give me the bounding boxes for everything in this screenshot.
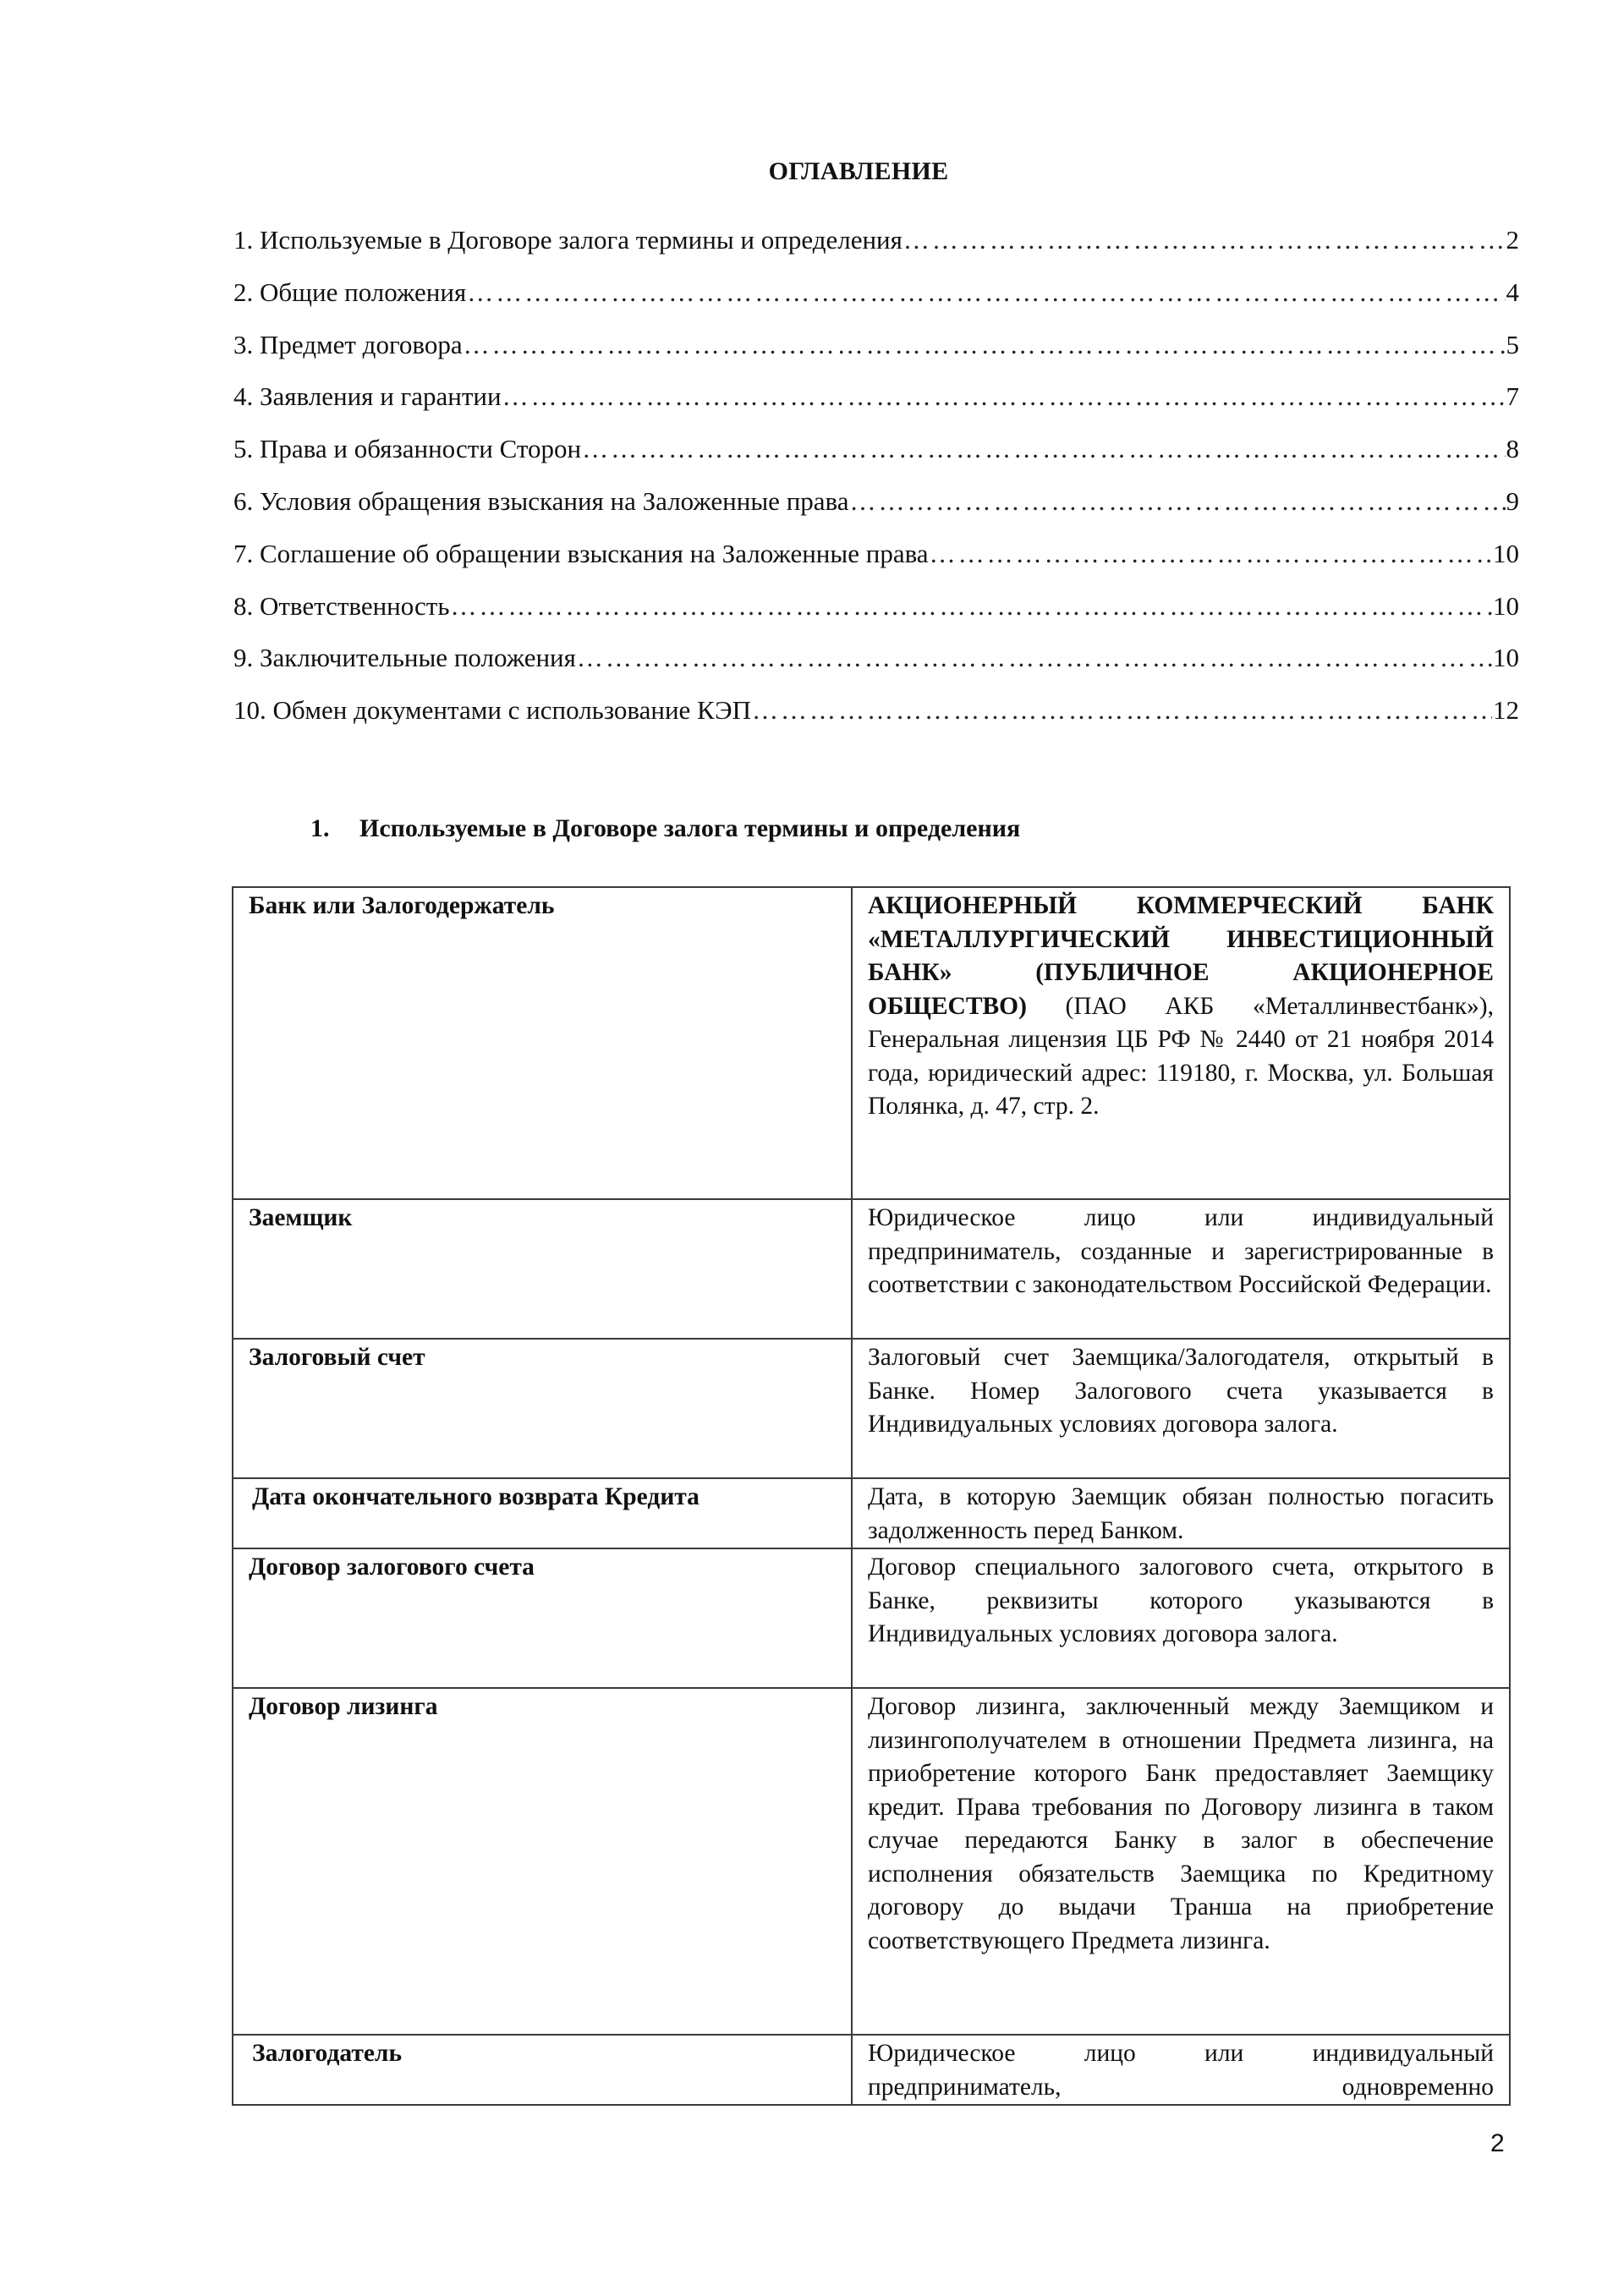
table-row: [233, 887, 1510, 1199]
definition-text: Юридическое лицо или индивидуальный предприниматель, созданные и зарегистрированные в соответствии с законодательством Российской Федерации.: [868, 1204, 1494, 1298]
definition-text: Дата, в которую Заемщик обязан полностью погасить задолженность перед Банком.: [868, 1483, 1494, 1544]
table-row: [233, 1688, 1510, 2035]
term-cell: Договор залогового счета: [233, 1548, 852, 1688]
toc-item-label: 7. Соглашение об обращении взыскания на Заложенные права: [233, 538, 929, 568]
table-row: [233, 1199, 1510, 1339]
term-cell: Заемщик: [233, 1199, 852, 1339]
toc-item[interactable]: [233, 692, 1519, 744]
toc-leader-dots: [464, 326, 1506, 364]
toc-item[interactable]: [233, 326, 1519, 379]
toc-item[interactable]: [233, 378, 1519, 430]
toc-leader-dots: [502, 378, 1506, 415]
toc-item[interactable]: [233, 483, 1519, 535]
toc-item-page: 10: [1493, 590, 1519, 621]
term-cell: Дата окончательного возврата Кредита: [233, 1478, 852, 1548]
definition-text: Юридическое лицо или индивидуальный предприниматель, одновременно: [868, 2040, 1494, 2101]
definition-text: Договор лизинга, заключенный между Заемщиком и лизингополучателем в отношении Предмета лизинга, на приобретение которого Банк предоставляет Заемщику кредит. Права требования по Договору лизинга в таком случае передаются Банку в залог в обеспечение исполнения обязательств Заемщика по Кредитному договору до выдачи Транша на приобретение соответствующего Предмета лизинга.: [868, 1693, 1494, 1954]
term-cell: Договор лизинга: [233, 1688, 852, 2035]
definition-cell: [852, 1688, 1510, 2035]
toc-leader-dots: [850, 483, 1506, 520]
toc-item-label: 8. Ответственность: [233, 590, 450, 621]
toc-item-page: 2: [1506, 225, 1519, 255]
definition-cell: [852, 1199, 1510, 1339]
table-row: [233, 2035, 1510, 2105]
table-row: [233, 1548, 1510, 1688]
section-heading: [310, 812, 1020, 846]
toc-leader-dots: [903, 222, 1506, 259]
toc-item[interactable]: [233, 222, 1519, 274]
definition-cell: [852, 1478, 1510, 1548]
toc-item-page: 9: [1506, 485, 1519, 516]
toc-item-label: 2. Общие положения: [233, 277, 467, 307]
toc-item-page: 8: [1506, 434, 1519, 464]
toc-item-label: 6. Условия обращения взыскания на Заложенные права: [233, 485, 849, 516]
toc-item[interactable]: [233, 535, 1519, 588]
definition-text: Договор специального залогового счета, открытого в Банке, реквизиты которого указываются в Индивидуальных условиях договора залога.: [868, 1553, 1494, 1647]
section-title: Используемые в Договоре залога термины и определения: [359, 814, 1021, 842]
toc-item-page: 7: [1506, 381, 1519, 412]
toc-item-label: 5. Права и обязанности Сторон: [233, 434, 582, 464]
toc-item[interactable]: [233, 588, 1519, 640]
table-row: [233, 1478, 1510, 1548]
toc-item-label: 3. Предмет договора: [233, 329, 463, 359]
table-row: [233, 1339, 1510, 1478]
toc-leader-dots: [451, 588, 1493, 625]
toc-leader-dots: [752, 692, 1492, 729]
term-cell: Залогодатель: [233, 2035, 852, 2105]
toc-item-page: 10: [1493, 538, 1519, 568]
definition-cell: [852, 1339, 1510, 1478]
toc-item-label: 1. Используемые в Договоре залога термины и определения: [233, 225, 903, 255]
toc-leader-dots: [582, 430, 1505, 468]
toc-title: ОГЛАВЛЕНИЕ: [768, 157, 949, 185]
toc-item[interactable]: [233, 430, 1519, 483]
definition-text: (ПАО АКБ «Металлинвестбанк»), Генеральная лицензия ЦБ РФ № 2440 от 21 ноября 2014 года, юридический адрес: 119180, г. Москва, ул. Большая Полянка, д. 47, стр. 2.: [868, 992, 1494, 1120]
section-number: 1.: [310, 814, 330, 842]
toc-item-label: 9. Заключительные положения: [233, 643, 576, 673]
toc-leader-dots: [930, 535, 1492, 573]
definition-text: Залоговый счет Заемщика/Залогодателя, открытый в Банке. Номер Залогового счета указывается в Индивидуальных условиях договора залога.: [868, 1344, 1494, 1438]
toc-item-page: 5: [1506, 329, 1519, 359]
page-number: 2: [1490, 2129, 1505, 2157]
definition-cell: [852, 2035, 1510, 2105]
toc-item-page: 12: [1493, 695, 1519, 726]
toc-item-label: 10. Обмен документами с использование КЭП: [233, 695, 751, 726]
definition-cell: [852, 887, 1510, 1199]
definitions-table: [232, 886, 1511, 2106]
toc-leader-dots: [467, 274, 1505, 311]
definition-bold-text: АКЦИОНЕРНЫЙ КОММЕРЧЕСКИЙ БАНК «МЕТАЛЛУРГИЧЕСКИЙ ИНВЕСТИЦИОННЫЙ БАНК» (ПУБЛИЧНОЕ АКЦИОНЕРНОЕ ОБЩЕСТВО): [868, 892, 1494, 1020]
toc-item-page: 4: [1506, 277, 1519, 307]
table-of-contents: [233, 222, 1519, 744]
definition-cell: [852, 1548, 1510, 1688]
toc-item-label: 4. Заявления и гарантии: [233, 381, 502, 412]
toc-item-page: 10: [1493, 643, 1519, 673]
toc-item[interactable]: [233, 274, 1519, 326]
term-cell: Банк или Залогодержатель: [233, 887, 852, 1199]
toc-leader-dots: [577, 639, 1492, 677]
toc-item[interactable]: [233, 639, 1519, 692]
term-cell: Залоговый счет: [233, 1339, 852, 1478]
